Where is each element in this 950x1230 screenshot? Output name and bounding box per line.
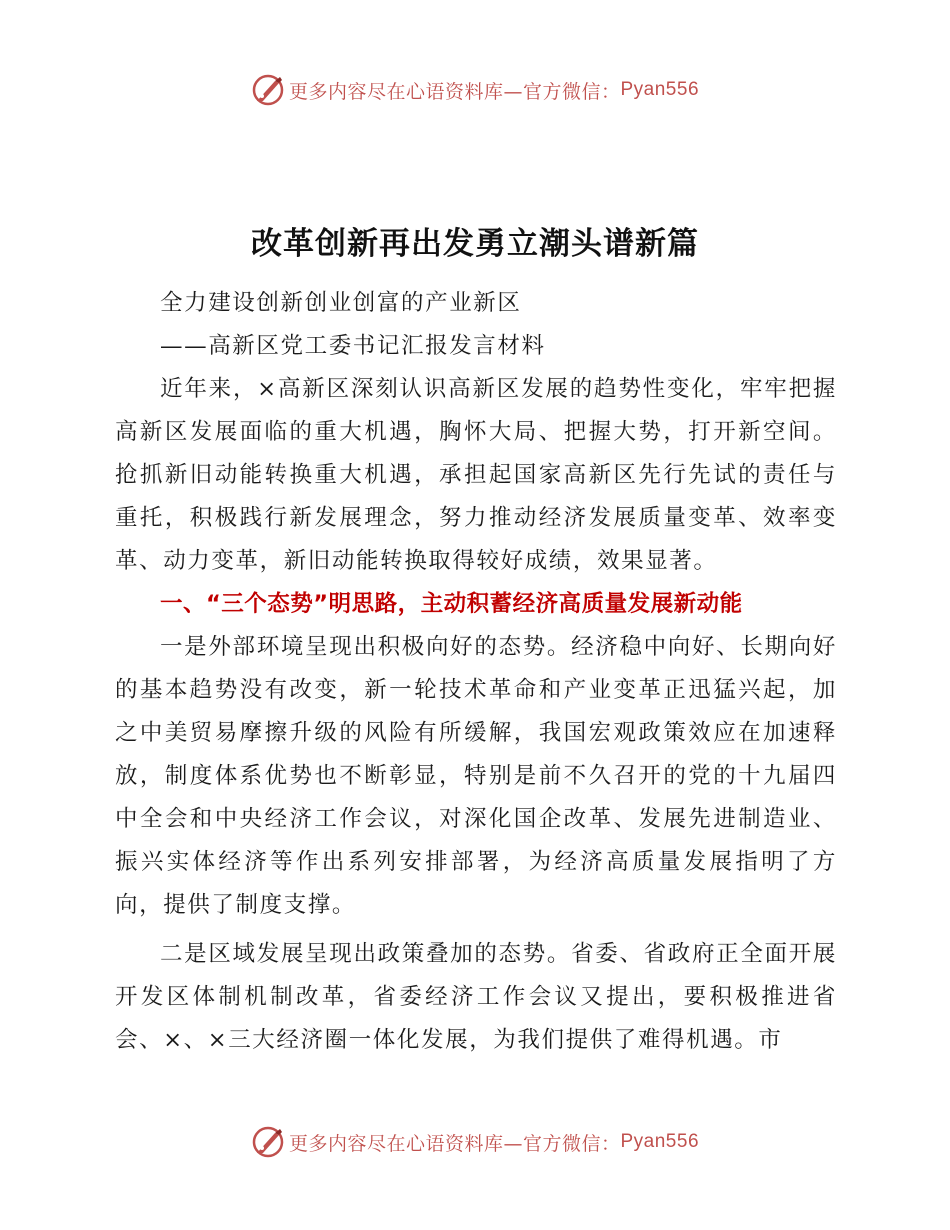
document-subtitle-author: ——高新区党工委书记汇报发言材料: [160, 333, 546, 359]
watermark-banner-bottom: [0, 1122, 950, 1162]
document-title: 改革创新再出发勇立潮头谱新篇: [251, 226, 699, 262]
watermark-banner-top: [0, 70, 950, 110]
section-heading: 一、“三个态势”明思路，主动积蓄经济高质量发展新动能: [160, 591, 743, 617]
body-paragraph: 一是外部环境呈现出积极向好的态势。经济稳中向好、长期向好的基本趋势没有改变，新一轮技术革命和产业变革正迅猛兴起，加之中美贸易摩擦升级的风险有所缓解，我国宏观政策效应在加速释放，制度体系优势也不断彰显，特别是前不久召开的党的十九届四中全会和中央经济工作会议，对深化国企改革、发展先进制造业、振兴实体经济等作出系列安排部署，为经济高质量发展指明了方向，提供了制度支撑。: [115, 634, 837, 918]
watermark-wechat-id: Pyan556: [620, 79, 700, 100]
intro-paragraph: 近年来，×高新区深刻认识高新区发展的趋势性变化，牢牢把握高新区发展面临的重大机遇，胸怀大局、把握大势，打开新空间。抢抓新旧动能转换重大机遇，承担起国家高新区先行先试的责任与重托，积极践行新发展理念，努力推动经济发展质量变革、效率变革、动力变革，新旧动能转换取得较好成绩，效果显著。: [115, 376, 837, 574]
watermark-wechat-id: Pyan556: [620, 1131, 700, 1152]
pen-logo-icon: [251, 73, 285, 107]
document-subtitle: 全力建设创新创业创富的产业新区: [160, 290, 522, 316]
pen-logo-icon: [251, 1125, 285, 1159]
document-body: [115, 282, 837, 1062]
body-paragraph: 二是区域发展呈现出政策叠加的态势。省委、省政府正全面开展开发区体制机制改革，省委经济工作会议又提出，要积极推进省会、×、×三大经济圈一体化发展，为我们提供了难得机遇。市: [115, 941, 837, 1053]
watermark-text: 更多内容尽在心语资料库—官方微信：: [288, 80, 621, 103]
watermark-text: 更多内容尽在心语资料库—官方微信：: [288, 1132, 621, 1155]
